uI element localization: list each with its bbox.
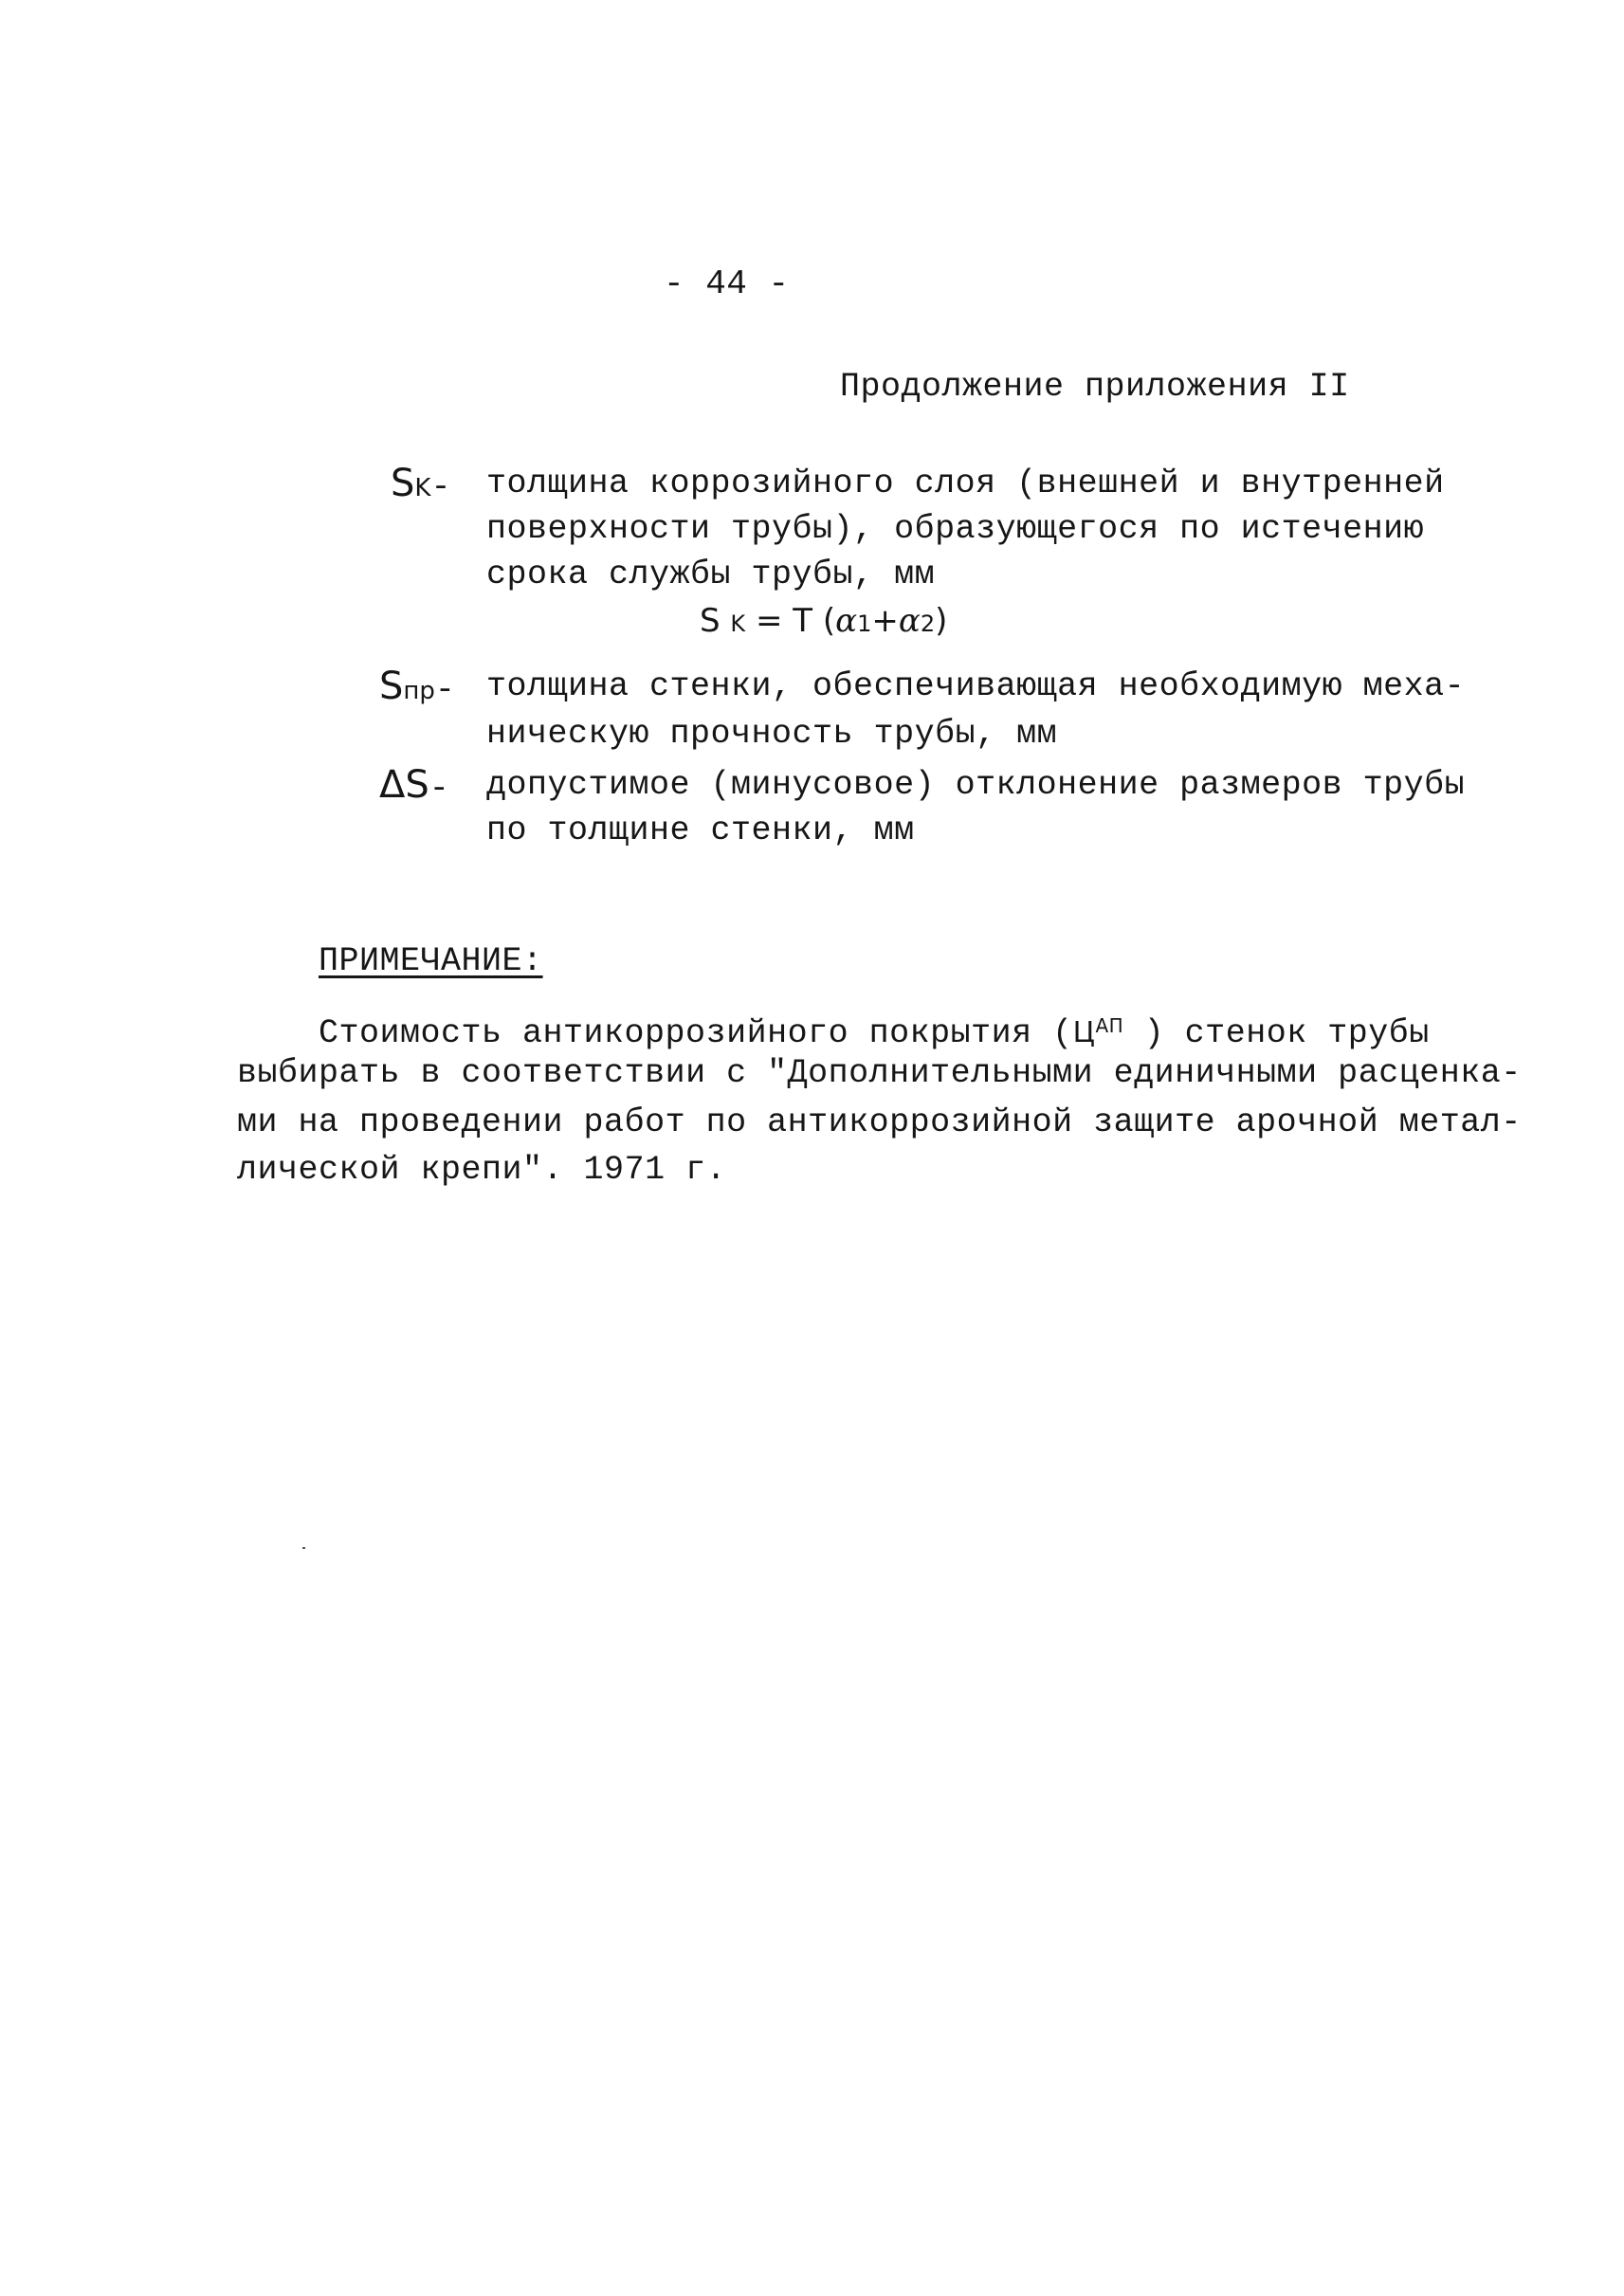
symbol-snp [379, 664, 455, 714]
definition-sk-line-3: срока службы трубы, мм [486, 556, 936, 593]
symbol-sk [391, 461, 450, 511]
definition-snp-line-2: ническую прочность трубы, мм [486, 715, 1058, 753]
formula-alpha2-sub: 2 [920, 610, 936, 637]
definition-sk-line-2: поверхности трубы), образующегося по истечению [486, 510, 1425, 548]
formula-factor: T [793, 602, 813, 640]
symbol-snp-dash: - [434, 671, 455, 709]
symbol-delta-s-dash: - [429, 770, 449, 808]
scan-speck [302, 1547, 305, 1549]
formula-open-paren: ( [822, 602, 836, 640]
formula-alpha1-sub: 1 [857, 610, 872, 637]
note-line-1-before: Стоимость антикоррозийного покрытия ( [319, 1014, 1073, 1052]
formula-sk [700, 597, 947, 647]
note-line-1-after: ) стенок трубы [1123, 1014, 1430, 1052]
appendix-continuation-header: Продолжение приложения II [840, 368, 1350, 406]
note-symbol-cap [1073, 1016, 1124, 1049]
symbol-delta-s-main: ΔS [379, 763, 429, 807]
page-number: - 44 - [664, 264, 790, 303]
formula-plus: + [871, 602, 899, 640]
note-line-2: выбирать в соответствии с "Дополнительными единичными расценка- [237, 1054, 1522, 1092]
note-symbol-cap-main: Ц [1072, 1016, 1096, 1049]
note-line-1 [319, 1003, 1430, 1056]
definition-delta-s-line-2: по толщине стенки, мм [486, 811, 915, 849]
formula-equals: = [755, 602, 783, 640]
definition-sk-line-1: толщина коррозийного слоя (внешней и внутренней [486, 465, 1445, 502]
definition-delta-s-line-1: допустимое (минусовое) отклонение размеров трубы [486, 766, 1466, 804]
note-line-3: ми на проведении работ по антикоррозийной защите арочной метал- [237, 1103, 1522, 1141]
note-symbol-cap-sup: АП [1095, 1014, 1124, 1037]
symbol-delta-s [379, 762, 449, 811]
symbol-snp-main: S [379, 665, 404, 708]
symbol-snp-sub: пр [403, 677, 435, 705]
formula-lhs: S [700, 602, 721, 640]
formula-alpha2: α [898, 602, 921, 640]
formula-close-paren: ) [935, 602, 948, 640]
symbol-sk-main: S [391, 462, 415, 505]
note-line-4: лической крепи". 1971 г. [237, 1151, 727, 1189]
symbol-sk-dash: - [430, 468, 451, 506]
definition-snp-line-1: толщина стенки, обеспечивающая необходимую меха- [486, 667, 1466, 705]
formula-alpha1: α [835, 602, 858, 640]
note-title: ПРИМЕЧАНИЕ: [319, 942, 543, 980]
formula-lhs-sub: K [730, 610, 746, 637]
symbol-sk-sub: K [414, 474, 431, 502]
